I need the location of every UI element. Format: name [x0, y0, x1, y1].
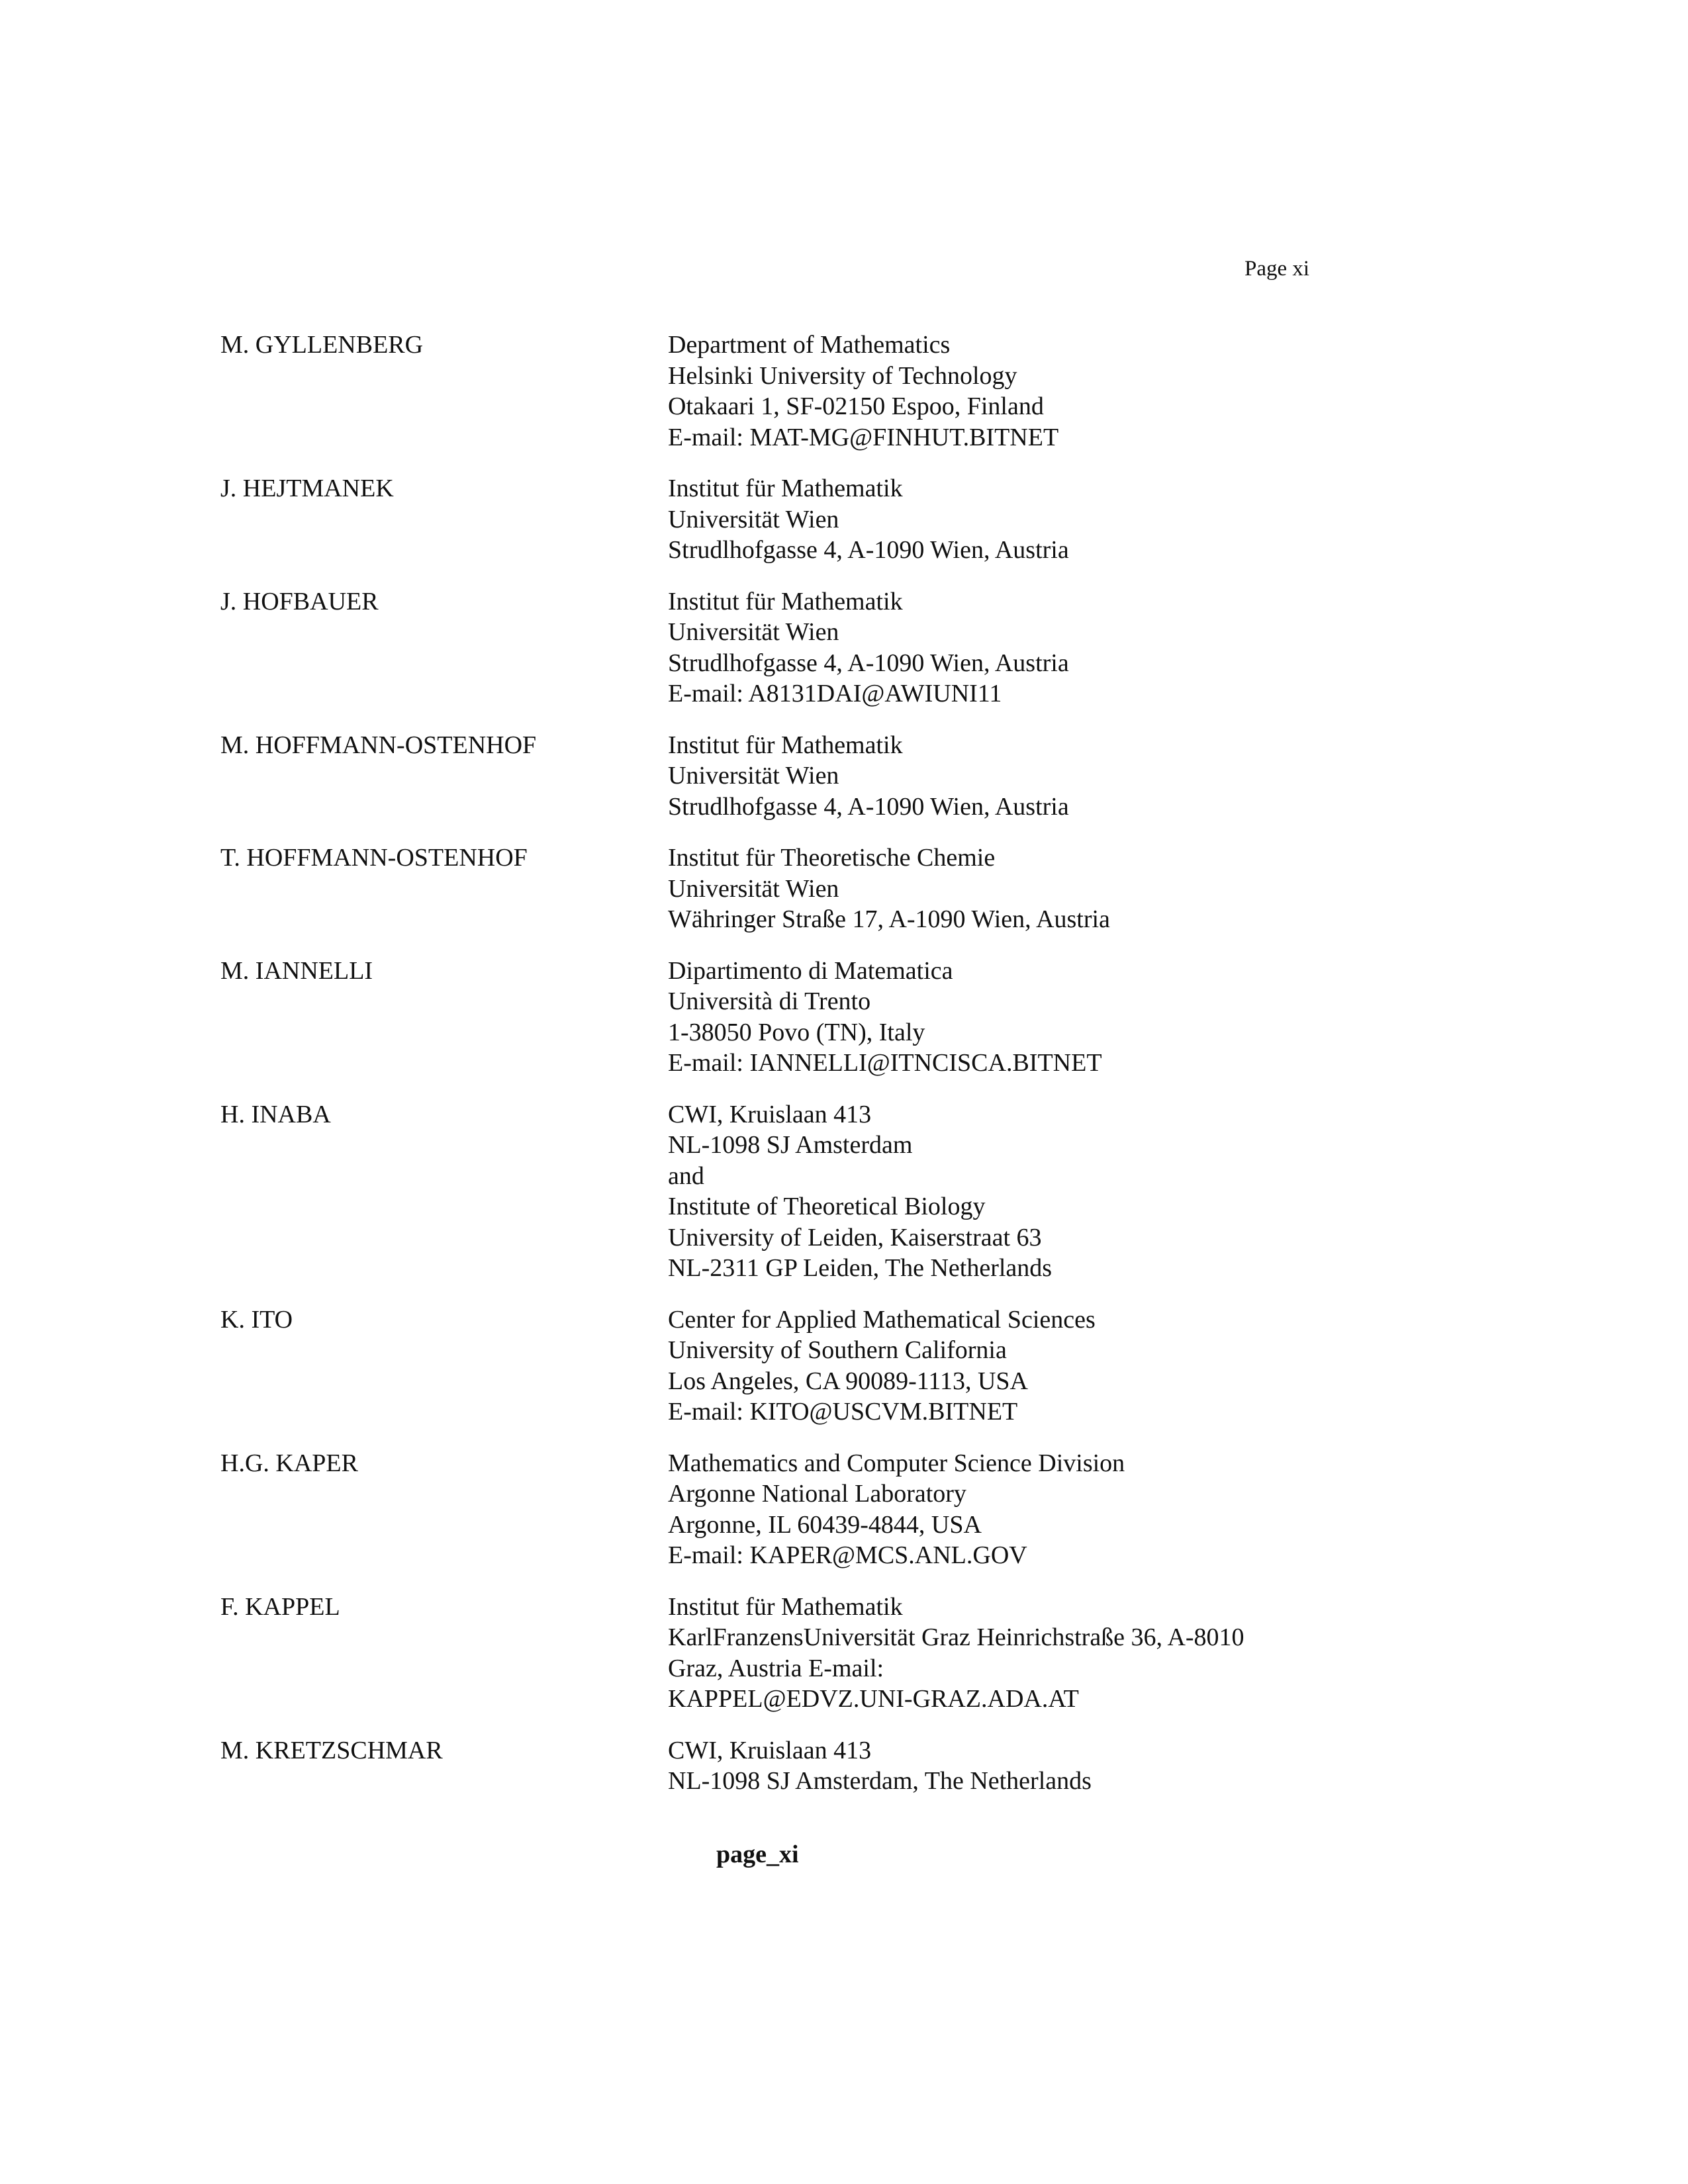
contributor-address [668, 330, 1330, 453]
email-line: E-mail: A8131DAI@AWIUNI11 [668, 680, 1002, 707]
address-line: Otakaari 1, SF-02150 Espoo, Finland [668, 392, 1044, 420]
contributor-name: T. HOFFMANN-OSTENHOF [220, 844, 528, 872]
contributor-address [668, 730, 1330, 823]
contributor-name: J. HEJTMANEK [220, 475, 394, 502]
contributor-name: H.G. KAPER [220, 1449, 358, 1477]
address-line: Strudlhofgasse 4, A-1090 Wien, Austria [668, 649, 1069, 677]
address-line: Dipartimento di Matematica [668, 956, 953, 985]
address-line: NL-1098 SJ Amsterdam, The Netherlands [668, 1767, 1092, 1795]
address-line: Strudlhofgasse 4, A-1090 Wien, Austria [668, 792, 1069, 821]
address-line: CWI, Kruislaan 413 [668, 1736, 872, 1764]
address-line: and [668, 1161, 704, 1190]
address-line: Los Angeles, CA 90089-1113, USA [668, 1367, 1028, 1395]
contributor-name: M. HOFFMANN-OSTENHOF [220, 731, 537, 759]
contributor-entry [220, 1448, 1478, 1571]
contributor-name: M. IANNELLI [220, 956, 373, 985]
address-line: Institut für Mathematik [668, 731, 903, 759]
contributor-entry [220, 1735, 1478, 1797]
address-line: 1-38050 Povo (TN), Italy [668, 1018, 925, 1046]
address-line: University of Southern California [668, 1336, 1007, 1364]
contributor-entry [220, 330, 1478, 453]
address-line: Mathematics and Computer Science Division [668, 1449, 1125, 1477]
contributor-name: M. KRETZSCHMAR [220, 1736, 443, 1764]
contributor-name: M. GYLLENBERG [220, 331, 424, 359]
contributor-entry [220, 1304, 1478, 1428]
address-line: Universität Wien [668, 618, 839, 646]
contributor-entry [220, 586, 1478, 709]
address-line: University of Leiden, Kaiserstraat 63 [668, 1223, 1042, 1251]
contributor-address [668, 1735, 1330, 1797]
address-line: Argonne, IL 60439-4844, USA [668, 1510, 982, 1539]
contributor-address [668, 1448, 1330, 1571]
address-line: Institute of Theoretical Biology [668, 1193, 986, 1220]
address-line: Helsinki University of Technology [668, 361, 1017, 390]
address-line: CWI, Kruislaan 413 [668, 1100, 872, 1128]
address-line: Graz, Austria E-mail: [668, 1654, 884, 1682]
email-line: E-mail: KAPER@MCS.ANL.GOV [668, 1541, 1027, 1569]
contributor-name: K. ITO [220, 1305, 293, 1334]
address-line: Argonne National Laboratory [668, 1480, 966, 1508]
contributor-entry [220, 1592, 1478, 1715]
contributor-address [668, 1592, 1330, 1715]
email-line: E-mail: KITO@USCVM.BITNET [668, 1398, 1018, 1426]
address-line: Universität Wien [668, 874, 839, 903]
address-line: NL-1098 SJ Amsterdam [668, 1131, 913, 1159]
contributor-address [668, 473, 1330, 566]
page-id-footer: page_xi [716, 1841, 799, 1868]
email-line: E-mail: MAT-MG@FINHUT.BITNET [668, 423, 1059, 451]
contributor-entry [220, 473, 1478, 566]
email-line: E-mail: IANNELLI@ITNCISCA.BITNET [668, 1049, 1102, 1077]
address-line: Strudlhofgasse 4, A-1090 Wien, Austria [668, 536, 1069, 564]
address-line: Center for Applied Mathematical Sciences [668, 1305, 1096, 1334]
address-line: Währinger Straße 17, A-1090 Wien, Austria [668, 905, 1110, 933]
address-line: Universität Wien [668, 505, 839, 533]
address-line: Institut für Theoretische Chemie [668, 844, 996, 872]
address-line: KarlFranzensUniversität Graz Heinrichstraße 36, A-8010 [668, 1623, 1244, 1651]
contributor-entry [220, 1099, 1478, 1284]
contributor-entry [220, 956, 1478, 1079]
contributor-list [220, 330, 1478, 1817]
email-line: KAPPEL@EDVZ.UNI-GRAZ.ADA.AT [668, 1685, 1079, 1713]
contributor-address [668, 1304, 1330, 1428]
contributor-address [668, 956, 1330, 1079]
contributor-address [668, 842, 1330, 935]
page-number-header: Page xi [1244, 257, 1310, 281]
address-line: Institut für Mathematik [668, 587, 903, 615]
contributor-entry [220, 730, 1478, 823]
contributor-name: J. HOFBAUER [220, 587, 379, 615]
contributor-address [668, 1099, 1330, 1284]
contributor-address [668, 586, 1330, 709]
address-line: Institut für Mathematik [668, 475, 903, 502]
contributor-entry [220, 842, 1478, 935]
address-line: NL-2311 GP Leiden, The Netherlands [668, 1254, 1053, 1282]
address-line: Department of Mathematics [668, 331, 951, 359]
address-line: Universität Wien [668, 762, 839, 790]
address-line: Institut für Mathematik [668, 1592, 903, 1621]
address-line: Università di Trento [668, 987, 871, 1015]
contributor-name: H. INABA [220, 1100, 331, 1128]
contributor-name: F. KAPPEL [220, 1592, 340, 1621]
